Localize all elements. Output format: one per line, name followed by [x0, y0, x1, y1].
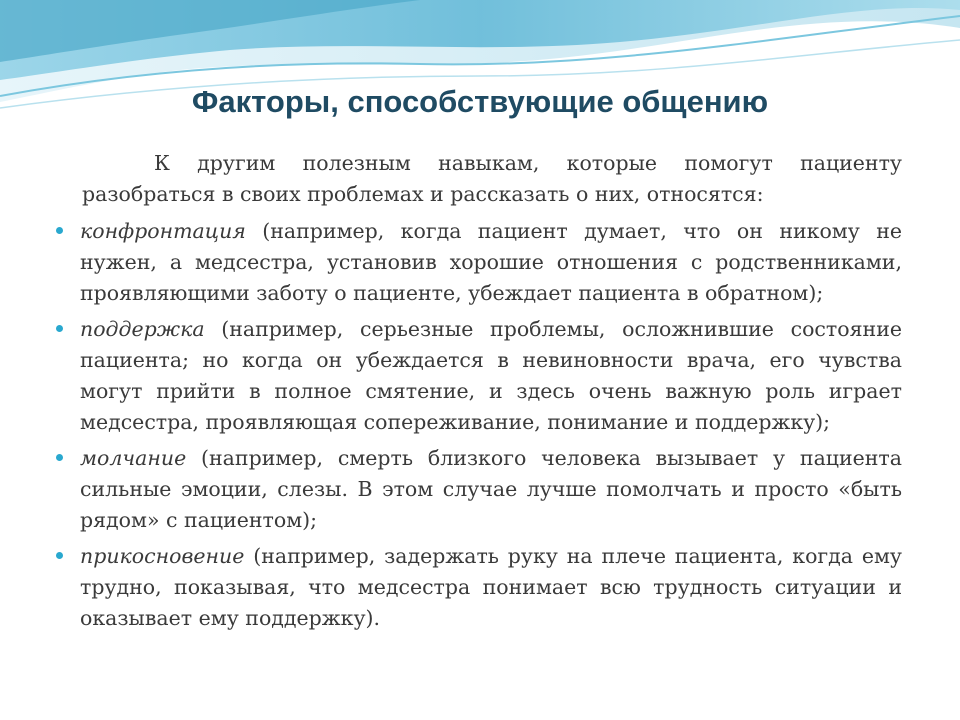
bullet-icon: [56, 552, 63, 559]
bullet-icon: [56, 227, 63, 234]
slide-body: [56, 148, 902, 639]
list-item: [56, 443, 902, 536]
bullet-icon: [56, 325, 63, 332]
slide-title: Факторы, способствующие общению: [191, 84, 769, 119]
intro-paragraph: К другим полезным навыкам, которые помогут пациенту разобраться в своих проблемах и рассказать о них, относятся:: [82, 151, 902, 206]
bullet-icon: [56, 454, 63, 461]
item-text: (например, смерть близкого человека вызывает у пациента сильные эмоции, слезы. В этом случае лучше помолчать и просто «быть рядом» с пациентом);: [80, 446, 902, 532]
item-term: прикосновение: [80, 544, 245, 568]
item-term: поддержка: [80, 317, 205, 341]
item-term: конфронтация: [80, 219, 246, 243]
list-item: [56, 216, 902, 309]
list-item: [56, 541, 902, 634]
list-item: [56, 314, 902, 438]
item-term: молчание: [80, 446, 187, 470]
item-text: (например, задержать руку на плече пациента, когда ему трудно, показывая, что медсестра понимает всю трудность ситуации и оказывает ему поддержку).: [80, 544, 902, 630]
item-text: (например, серьезные проблемы, осложнившие состояние пациента; но когда он убеждается в невиновности врача, его чувства могут прийти в полное смятение, и здесь очень важную роль играет медсестра, проявляющая сопереживание, понимание и поддержку);: [80, 317, 902, 434]
item-text: (например, когда пациент думает, что он никому не нужен, а медсестра, установив хорошие отношения с родственниками, проявляющими заботу о пациенте, убеждает пациента в обратном);: [80, 219, 902, 305]
